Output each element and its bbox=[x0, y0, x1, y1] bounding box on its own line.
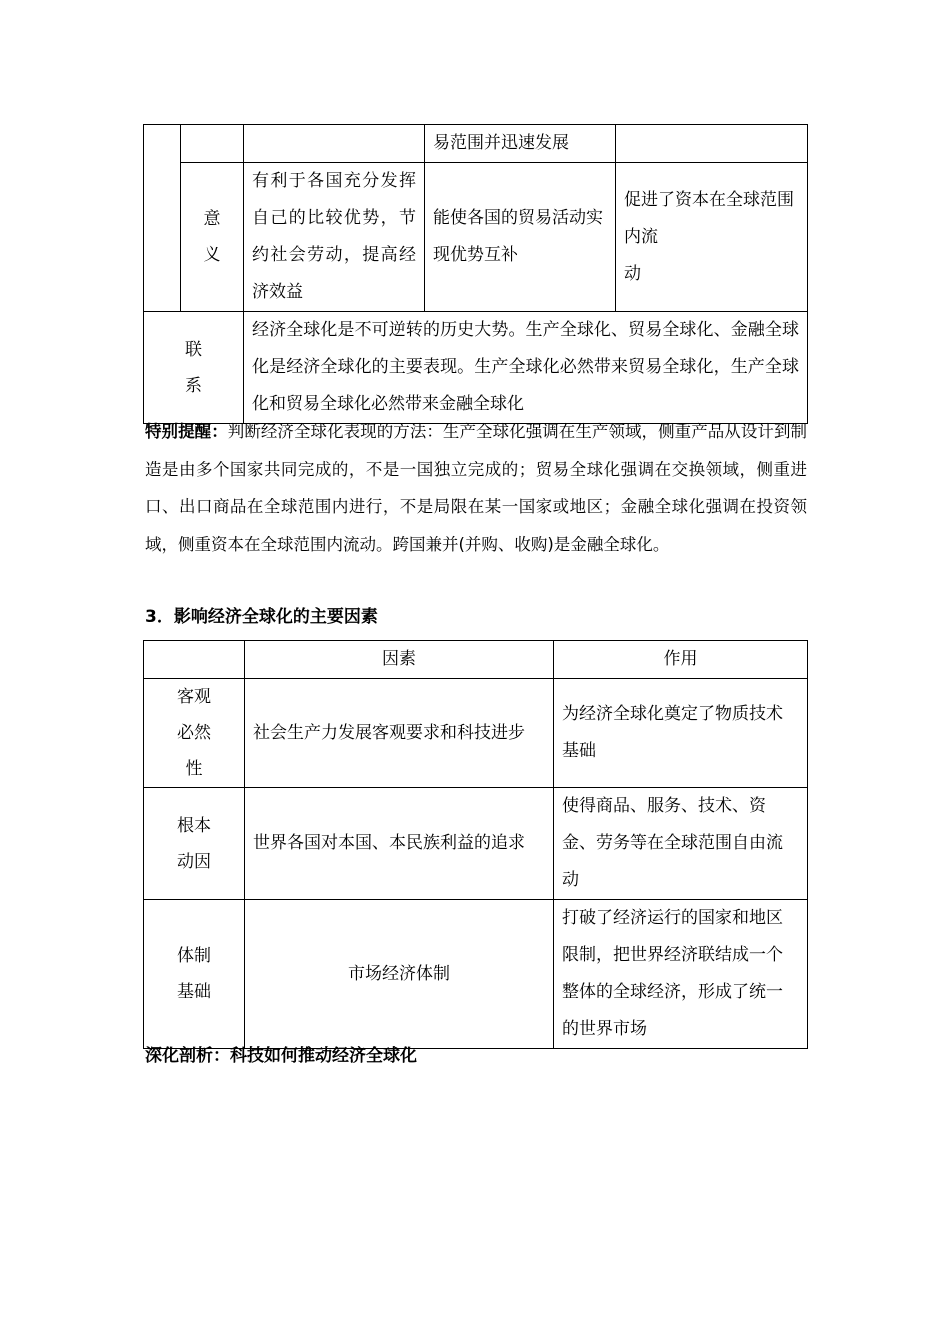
relation-label bbox=[144, 312, 244, 424]
section-3-title: 3．影响经济全球化的主要因素 bbox=[145, 607, 378, 627]
effect-cell: 打破了经济运行的国家和地区限制，把世界经济联结成一个整体的全球经济，形成了统一的世界市场 bbox=[554, 900, 808, 1049]
label-cell bbox=[181, 125, 244, 163]
trade-meaning: 能使各国的贸易活动实现优势互补 bbox=[425, 163, 616, 312]
row-label-line: 体制 bbox=[177, 946, 211, 966]
row-label bbox=[144, 788, 245, 900]
finance-meaning bbox=[616, 163, 808, 312]
finance-meaning-line2: 动 bbox=[624, 263, 641, 284]
factors-table bbox=[143, 640, 808, 1049]
row-label bbox=[144, 900, 245, 1049]
relation-label-line1: 联 bbox=[185, 339, 202, 360]
relation-label-line2: 系 bbox=[185, 375, 202, 396]
table-row-relation bbox=[144, 312, 808, 424]
deep-analysis-title: 深化剖析：科技如何推动经济全球化 bbox=[145, 1046, 417, 1066]
row-label bbox=[144, 679, 245, 788]
row-label-line: 根本 bbox=[177, 815, 211, 836]
row-label-line: 动因 bbox=[177, 851, 211, 872]
production-meaning: 有利于各国充分发挥自己的比较优势，节约社会劳动，提高经济效益 bbox=[244, 163, 425, 312]
trade-scope-cell: 易范围并迅速发展 bbox=[425, 125, 616, 163]
globalization-forms-table bbox=[143, 124, 808, 424]
table-row-meaning bbox=[144, 163, 808, 312]
outer-label-cell bbox=[144, 125, 181, 312]
header-effect: 作用 bbox=[554, 641, 808, 679]
table-row bbox=[144, 900, 808, 1049]
factor-cell: 市场经济体制 bbox=[245, 900, 554, 1049]
cell bbox=[244, 125, 425, 163]
table-row bbox=[144, 125, 808, 163]
special-tip bbox=[145, 413, 807, 563]
header-empty bbox=[144, 641, 245, 679]
meaning-label-line2: 义 bbox=[203, 245, 221, 265]
meaning-label-line1: 意 bbox=[203, 209, 221, 229]
meaning-label bbox=[181, 163, 244, 312]
special-tip-text: 判断经济全球化表现的方法：生产全球化强调在生产领域，侧重产品从设计到制造是由多个国家共同完成的，不是一国独立完成的；贸易全球化强调在交换领域，侧重进口、出口商品在全球范围内进行，不是局限在某一国家或地区；金融全球化强调在投资领域，侧重资本在全球范围内流动。跨国兼并(并购、收购)是金融全球化。 bbox=[145, 422, 808, 554]
table-row bbox=[144, 679, 808, 788]
row-label-line: 基础 bbox=[177, 982, 211, 1002]
table-row bbox=[144, 788, 808, 900]
relation-text: 经济全球化是不可逆转的历史大势。生产全球化、贸易全球化、金融全球化是经济全球化的主要表现。生产全球化必然带来贸易全球化，生产全球化和贸易全球化必然带来金融全球化 bbox=[244, 312, 808, 424]
factor-cell: 世界各国对本国、本民族利益的追求 bbox=[245, 788, 554, 900]
row-label-line: 客观 bbox=[177, 687, 211, 707]
factor-cell: 社会生产力发展客观要求和科技进步 bbox=[245, 679, 554, 788]
special-tip-label: 特别提醒： bbox=[145, 422, 228, 441]
row-label-line: 性 bbox=[185, 759, 203, 779]
header-factor: 因素 bbox=[245, 641, 554, 679]
effect-cell: 为经济全球化奠定了物质技术基础 bbox=[554, 679, 808, 788]
row-label-line: 必然 bbox=[177, 723, 211, 743]
cell bbox=[616, 125, 808, 163]
finance-meaning-line1: 促进了资本在全球范围内流 bbox=[624, 189, 794, 247]
effect-cell: 使得商品、服务、技术、资金、劳务等在全球范围自由流动 bbox=[554, 788, 808, 900]
table-header-row bbox=[144, 641, 808, 679]
